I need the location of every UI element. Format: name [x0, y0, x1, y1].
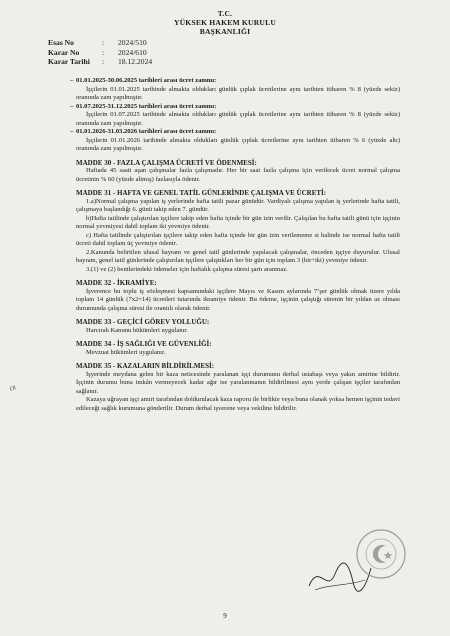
meta-value: 2024/510 — [118, 38, 147, 47]
raise-title: – 01.01.2025-30.06.2025 tarihleri arası ücret zammı: — [76, 77, 400, 86]
header-institution: YÜKSEK HAKEM KURULU — [173, 18, 277, 27]
raise-title: – 01.01.2026-31.03.2026 tarihleri arası ücret zammı: — [76, 128, 400, 137]
meta-value: 18.12.2024 — [118, 57, 153, 67]
article-34-text: Mevzuat hükümleri uygulanır. — [86, 348, 166, 356]
article-31-para: c) Hafta tatilinde çalıştırılan işçilere takip eden hafta içinde bir gün izin verilememe si halinde ise normal hafta tatili ücreti dahil toplam üç yevmiye ödenir. — [76, 231, 400, 247]
meta-key: Karar Tarihi — [48, 57, 90, 67]
article-32-title: MADDE 32 - İKRAMİYE: — [76, 279, 157, 287]
raise-title: – 01.07.2025-31.12.2025 tarihleri arası ücret zammı: — [76, 103, 400, 112]
meta-key: Esas No — [48, 38, 74, 47]
raise-text: İşçilerin 01.07.2025 tarihinde almakta oldukları günlük çıplak ücretlerine aynı tarihten itibaren % 8 (yüzde sekiz) oranında zam yapılmıştır. — [76, 111, 400, 127]
page-number: 9 — [223, 612, 227, 620]
raise-text: İşçilerin 01.01.2025 tarihinde almakta oldukları günlük çıplak ücretlerine aynı tarihten itibaren % 8 (yüzde sekiz) oranında zam yapılmıştır. — [76, 85, 400, 101]
header-presidency: BAŞKANLIĞI — [199, 27, 251, 36]
meta-row-karar: Karar No : 2024/610 — [48, 47, 147, 57]
meta-key: Karar No — [48, 47, 80, 57]
article-31-para: 1.a)Normal çalışma yapılan iş yerlerinde hafta tatili pazar günüdür. Vardiyalı çalışma yapılan iş yerlerinde hafta tatili, çalışmaya başlandığı 6. günü takip eden 7. gündür. — [76, 197, 400, 213]
article-35-para: İşyerinde meydana gelen bir kaza neticesinde yaralanan işçi durumunu derhal ustabaşı veya yakın amirine bildirir. İşçinin durumu buna imkân vermeyecek kadar ağır ise yaralanmanın bildirilmesi aynı yerde çalışan işçiler tarafından sağlanır. — [76, 370, 400, 395]
article-31-para: 2.Kanunda belirtilen ulusal bayram ve genel tatil günlerinde yapılacak çalışmalar, önceden işçiye duyurulur. Ulusal bayram, genel tatil günlerinde çalıştırılan işçilere çalıştıkları her bir gün için toplam 3 (bir+iki) yevmiye ödenir. — [76, 248, 400, 264]
document-body — [76, 77, 400, 413]
meta-row-tarih: Karar Tarihi : 18.12.2024 — [48, 57, 153, 67]
header-tc: T.C. — [217, 9, 233, 18]
meta-row-esas: Esas No : 2024/510 — [48, 38, 147, 47]
article-30-title: MADDE 30 - FAZLA ÇALIŞMA ÜCRETİ VE ÖDENMESİ: — [76, 158, 257, 167]
article-30-text: Haftada 45 saati aşan çalışmalar fazla çalışmadır. Her bir saat fazla çalışma için verilecek ücret normal çalışma ücretinin % 60 (yüzde altmış) fazlasıyla ödenir. — [76, 167, 400, 183]
article-32-text: İşverence bu toplu iş sözleşmesi kapsamındaki işçilere Mayıs ve Kasım aylarında 7’şer günlük olmak üzere yılda toplam 14 günlük (7x2=14) ücretleri tutarında ikramiye ödenir. Bu ödeme, işçinin çalıştığı sürenin bir yıldan az olması durumunda çalışma süresi ile orantılı olarak ödenir. — [76, 287, 400, 312]
article-31-title: MADDE 31 - HAFTA VE GENEL TATİL GÜNLERİNDE ÇALIŞMA VE ÜCRETİ: — [76, 189, 327, 197]
article-31-para: b)Hafta tatilinde çalıştırılan işçilere takip eden hafta içinde bir gün izin verilir. Çalışılan bu hafta tatili günü için işçinin normal yevmiyesi dahil toplam iki yevmiye ödenir. — [76, 214, 400, 230]
official-seal-icon — [355, 528, 407, 580]
case-meta — [48, 38, 152, 67]
article-35-para: Kazaya uğrayan işçi amiri tarafından doldurulacak kaza raporu ile birlikte veya buna olanak yoksa hemen işçinin tedavi edileceği sağlık kurumuna gönderilir. Durum derhal işverene veya vekiline bildirilir. — [76, 396, 400, 412]
article-34-title: MADDE 34 - İŞ SAĞLIĞI VE GÜVENLİĞİ: — [76, 340, 212, 348]
raise-text: İşçilerin 01.01.2026 tarihinde almakta oldukları günlük çıplak ücretlerine aynı tarihten itibaren % 6 (yüzde altı) oranında zam yapılmıştır. — [76, 136, 400, 152]
article-35-title: MADDE 35 - KAZALARIN BİLDİRİLMESİ: — [76, 362, 215, 370]
article-33-title: MADDE 33 - GEÇİCİ GÖREV YOLLUĞU: — [76, 318, 210, 326]
meta-value: 2024/610 — [118, 47, 147, 57]
article-31-para: 3.(1) ve (2) bentlerindeki ödemeler için haftalık çalışma süresi şartı aranmaz. — [86, 265, 288, 273]
article-33-text: Harcırah Kanunu hükümleri uygulanır. — [86, 326, 188, 334]
margin-note: Ol — [9, 385, 17, 393]
